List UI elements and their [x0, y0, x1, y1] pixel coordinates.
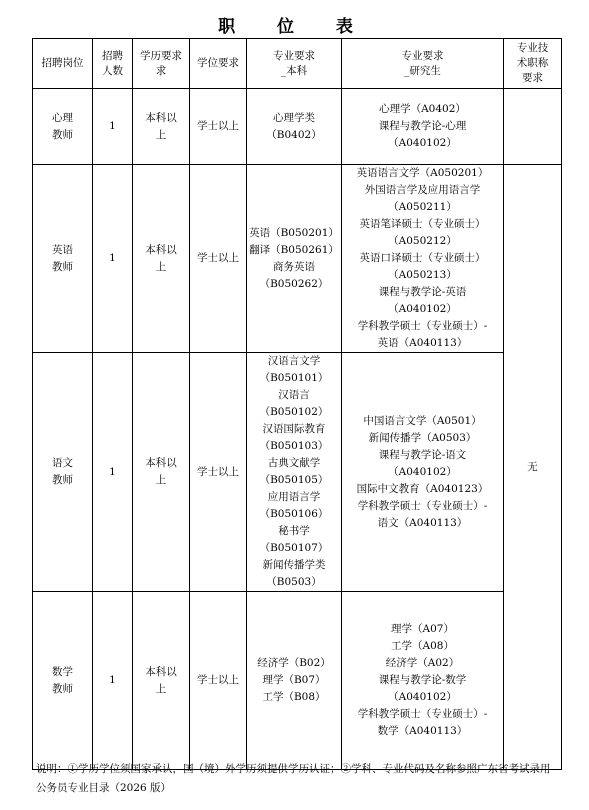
education-cell: 本科以 上	[133, 165, 190, 353]
education-cell: 本科以 上	[133, 592, 190, 770]
degree-cell: 学士以上	[190, 353, 247, 592]
undergrad-major-cell-line: 经济学（B02）	[257, 657, 331, 669]
degree-cell: 学士以上	[190, 165, 247, 353]
table-row	[33, 353, 562, 592]
count-cell: 1	[93, 165, 133, 353]
undergrad-major-cell	[247, 165, 342, 353]
undergrad-major-cell-line: 英语（B050201）	[249, 226, 339, 239]
grad-major-cell-line: （A040102）	[388, 465, 457, 478]
table-header-row	[33, 39, 562, 89]
title-requirement-cell-top	[504, 89, 562, 165]
grad-major-cell-line: 课程与教学论-数学	[378, 674, 467, 686]
undergrad-major-cell-line: 翻译（B050261）	[249, 243, 339, 256]
grad-major-cell-line: 课程与教学论-英语	[378, 286, 467, 298]
column-header: 专业要求 _本科	[247, 39, 342, 89]
grad-major-cell-line: 学科教学硕士（专业硕士）-	[357, 320, 488, 332]
grad-major-cell-line: 学科教学硕士（专业硕士）-	[357, 499, 488, 512]
grad-major-cell-line: 理学（A07）	[391, 623, 454, 635]
grad-major-cell	[342, 89, 504, 165]
grad-major-cell-line: 语文（A040113）	[377, 516, 468, 529]
undergrad-major-cell-line: （B050101）	[259, 372, 329, 384]
table-row	[33, 165, 562, 353]
grad-major-cell-line: （A050213）	[388, 269, 457, 281]
undergrad-major-cell-line: （B050106）	[259, 508, 329, 520]
column-header: 招聘岗位	[33, 39, 93, 89]
undergrad-major-cell-line: 新闻传播学类	[262, 559, 326, 571]
grad-major-cell-line: 中国语言文学（A0501）	[363, 414, 482, 427]
undergrad-major-cell-line: （B0503）	[266, 576, 322, 588]
count-cell: 1	[93, 592, 133, 770]
grad-major-cell	[342, 165, 504, 353]
undergrad-major-cell-line: 应用语言学	[267, 491, 321, 503]
position-cell: 语文 教师	[33, 353, 93, 592]
position-cell: 心理 教师	[33, 89, 93, 165]
undergrad-major-cell-line: 汉语言	[278, 389, 310, 401]
grad-major-cell	[342, 353, 504, 592]
undergrad-major-cell-line: 理学（B07）	[262, 674, 326, 686]
grad-major-cell-line: 英语（A040113）	[377, 337, 468, 349]
column-header: 学历要求 求	[133, 39, 190, 89]
degree-cell: 学士以上	[190, 89, 247, 165]
grad-major-cell-line: （A040102）	[388, 137, 457, 149]
grad-major-cell-line: 课程与教学论-语文	[378, 448, 467, 461]
grad-major-cell-line: 工学（A08）	[391, 640, 454, 652]
count-cell: 1	[93, 353, 133, 592]
grad-major-cell-line: 英语笔译硕士（专业硕士）	[359, 218, 486, 230]
column-header: 学位要求	[190, 39, 247, 89]
table-row	[33, 592, 562, 770]
grad-major-cell-line: 英语口译硕士（专业硕士）	[359, 252, 486, 264]
undergrad-major-cell-line: （B0402）	[266, 128, 322, 141]
grad-major-cell-line: 数学（A040113）	[377, 725, 468, 737]
grad-major-cell-line: （A050211）	[388, 201, 457, 213]
grad-major-cell-line: 英语语言文学（A050201）	[356, 167, 489, 179]
column-header: 专业要求 _研究生	[342, 39, 504, 89]
position-cell: 英语 教师	[33, 165, 93, 353]
undergrad-major-cell	[247, 592, 342, 770]
undergrad-major-cell-line: 汉语言文学	[267, 355, 321, 367]
column-header: 专业技 术职称 要求	[504, 39, 562, 89]
undergrad-major-cell-line: （B050103）	[259, 440, 329, 452]
grad-major-cell-line: 新闻传播学（A0503）	[368, 431, 477, 444]
grad-major-cell-line: 课程与教学论-心理	[378, 120, 467, 132]
grad-major-cell-line: 学科教学硕士（专业硕士）-	[357, 708, 488, 720]
undergrad-major-cell-line: （B050262）	[259, 277, 329, 290]
undergrad-major-cell-line: 心理学类	[273, 111, 315, 124]
footnote: 说明：①学历学位须国家承认，国（境）外学历须提供学历认证；②学科、专业代码及名称参照广东省考试录用公务员专业目录（2026 版）	[36, 763, 551, 794]
undergrad-major-cell-line: （B050107）	[259, 542, 329, 554]
grad-major-cell-line: 经济学（A02）	[385, 657, 460, 669]
undergrad-major-cell-line: （B050105）	[259, 474, 329, 486]
grad-major-cell-line: 外国语言学及应用语言学	[364, 184, 481, 196]
undergrad-major-cell-line: 汉语国际教育	[262, 423, 326, 435]
count-cell: 1	[93, 89, 133, 165]
job-table	[32, 38, 562, 770]
undergrad-major-cell-line: 工学（B08）	[262, 691, 326, 703]
undergrad-major-cell-line: 秘书学	[278, 525, 310, 537]
education-cell: 本科以 上	[133, 353, 190, 592]
grad-major-cell-line: （A050212）	[388, 235, 457, 247]
undergrad-major-cell	[247, 89, 342, 165]
grad-major-cell-line: 心理学（A0402）	[379, 103, 466, 115]
undergrad-major-cell	[247, 353, 342, 592]
degree-cell: 学士以上	[190, 592, 247, 770]
title-requirement-cell: 无	[504, 165, 562, 770]
position-cell: 数学 教师	[33, 592, 93, 770]
undergrad-major-cell-line: 商务英语	[273, 260, 315, 273]
undergrad-major-cell-line: 古典文献学	[267, 457, 321, 469]
grad-major-cell	[342, 592, 504, 770]
undergrad-major-cell-line: （B050102）	[259, 406, 329, 418]
education-cell: 本科以 上	[133, 89, 190, 165]
grad-major-cell-line: （A040102）	[388, 691, 457, 703]
grad-major-cell-line: （A040102）	[388, 303, 457, 315]
grad-major-cell-line: 国际中文教育（A040123）	[356, 482, 489, 495]
page-title: 职 位 表	[218, 17, 371, 37]
table-row	[33, 89, 562, 165]
column-header: 招聘 人数	[93, 39, 133, 89]
